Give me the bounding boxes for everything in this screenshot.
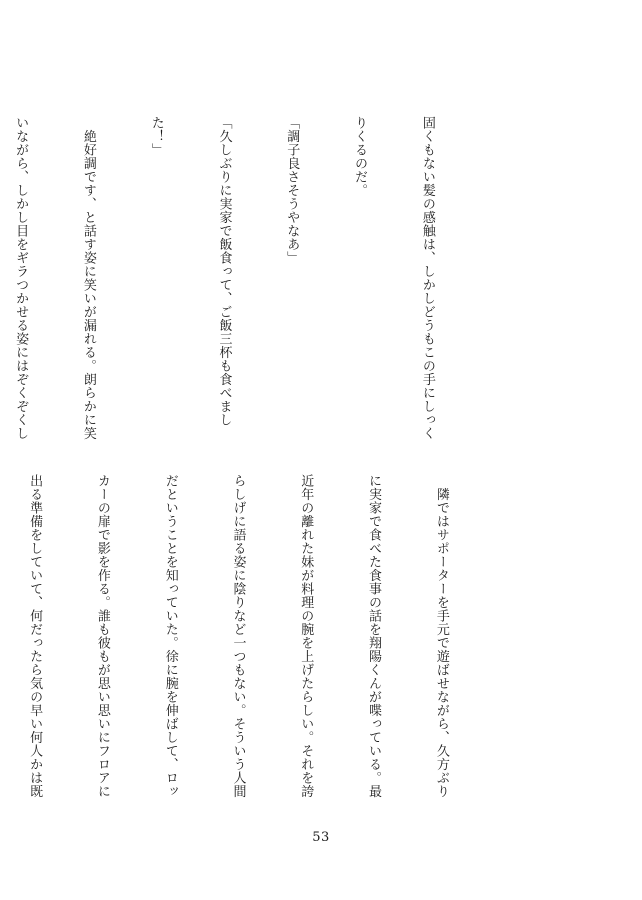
text-line: 「調子良さそうやなあ」 <box>284 116 300 265</box>
text-line: カーの扉で影を作る。誰も彼もが思い思いにフロアに <box>94 474 110 798</box>
text-block-bottom <box>27 474 497 818</box>
text-line: 「久しぶりに実家で飯食って、ご飯三杯も食べまし <box>216 116 232 427</box>
text-line: 近年の離れた妹が料理の腕を上げたらしい。それを誇 <box>298 474 314 798</box>
text-line: りくるのだ。 <box>352 116 368 197</box>
text-line: らしげに語る姿に陰りなど一つもない。そういう人間 <box>230 474 246 798</box>
text-line: いながら、しかし目をギラつかせる姿にはぞくぞくし <box>13 116 29 440</box>
text-block-top <box>13 116 483 476</box>
page-number: 53 <box>312 830 330 845</box>
text-line: 固くもない髪の感触は、しかしどうもこの手にしっく <box>419 116 435 440</box>
text-line: た！」 <box>148 116 164 157</box>
text-line: 出る準備をしていて、何だったら気の早い何人かは既 <box>27 474 43 798</box>
text-line: 絶好調です、と話す姿に笑いが漏れる。朗らかに笑 <box>80 116 96 440</box>
text-line: に実家で食べた食事の話を翔陽くんが喋っている。最 <box>366 474 382 798</box>
text-line: だということを知っていた。徐に腕を伸ばして、ロッ <box>162 474 178 798</box>
text-line: 隣ではサポーターを手元で遊ばせながら、久方ぶり <box>433 474 449 798</box>
